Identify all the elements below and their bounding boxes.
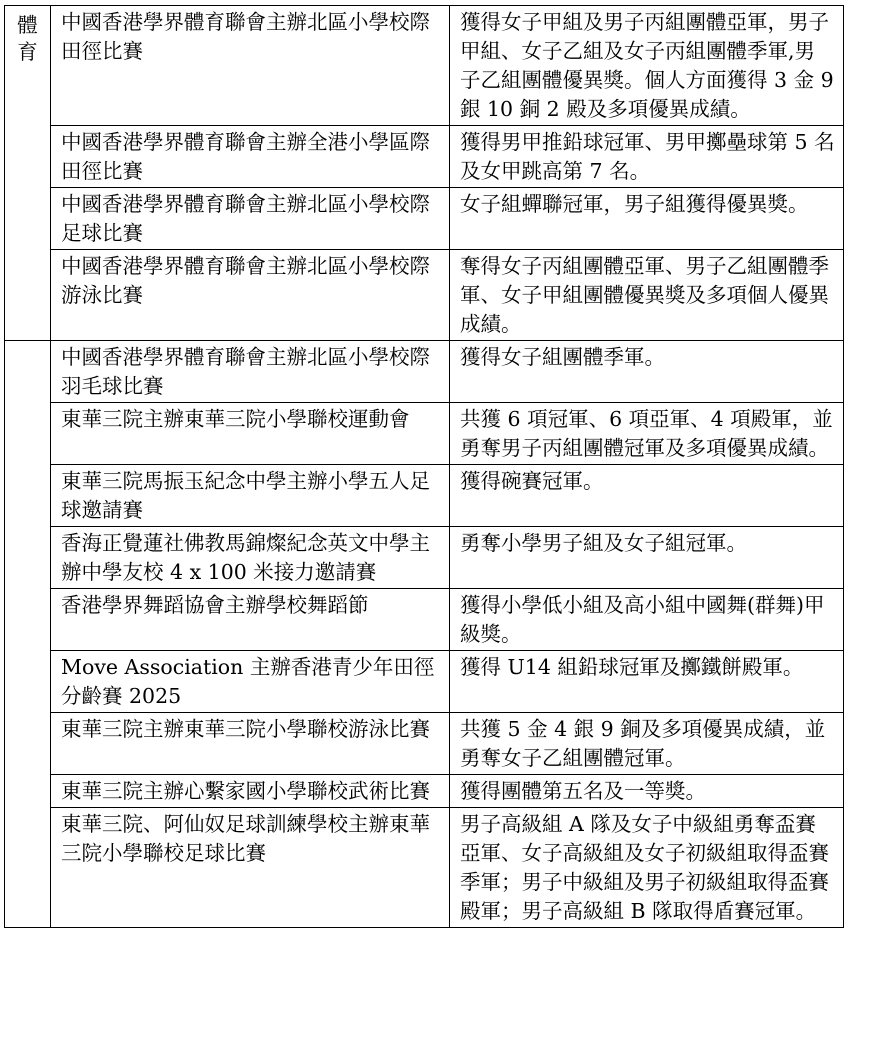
category-char: 育 bbox=[17, 40, 38, 64]
awards-table bbox=[4, 5, 844, 928]
result-cell: 獲得小學低小組及高小組中國舞(群舞)甲級獎。 bbox=[450, 589, 844, 651]
table-row bbox=[5, 341, 844, 403]
document-page bbox=[4, 5, 844, 928]
table-row bbox=[5, 126, 844, 188]
result-cell: 共獲 5 金 4 銀 9 銅及多項優異成績，並勇奪女子乙組團體冠軍。 bbox=[450, 713, 844, 775]
result-cell: 奪得女子丙組團體亞軍、男子乙組團體季軍、女子甲組團體優異獎及多項個人優異成績。 bbox=[450, 250, 844, 341]
table-row bbox=[5, 188, 844, 250]
category-cell-continued bbox=[5, 341, 51, 928]
result-cell: 勇奪小學男子組及女子組冠軍。 bbox=[450, 527, 844, 589]
event-cell: 香港學界舞蹈協會主辦學校舞蹈節 bbox=[51, 589, 450, 651]
event-cell: 東華三院馬振玉紀念中學主辦小學五人足球邀請賽 bbox=[51, 465, 450, 527]
category-cell bbox=[5, 6, 51, 341]
event-cell: 東華三院主辦東華三院小學聯校運動會 bbox=[51, 403, 450, 465]
table-row bbox=[5, 589, 844, 651]
event-cell: 東華三院、阿仙奴足球訓練學校主辦東華三院小學聯校足球比賽 bbox=[51, 808, 450, 928]
result-cell: 獲得碗賽冠軍。 bbox=[450, 465, 844, 527]
event-cell: Move Association 主辦香港青少年田徑分齡賽 2025 bbox=[51, 651, 450, 713]
table-row bbox=[5, 465, 844, 527]
category-char: 體 bbox=[17, 13, 38, 37]
event-cell: 中國香港學界體育聯會主辦北區小學校際田徑比賽 bbox=[51, 6, 450, 126]
table-row bbox=[5, 808, 844, 928]
event-cell: 香海正覺蓮社佛教馬錦燦紀念英文中學主辦中學友校 4 x 100 米接力邀請賽 bbox=[51, 527, 450, 589]
event-cell: 中國香港學界體育聯會主辦北區小學校際游泳比賽 bbox=[51, 250, 450, 341]
result-cell: 獲得男甲推鉛球冠軍、男甲擲壘球第 5 名及女甲跳高第 7 名。 bbox=[450, 126, 844, 188]
result-cell: 獲得女子甲組及男子丙組團體亞軍，男子甲組、女子乙組及女子丙組團體季軍,男子乙組團體優異獎。個人方面獲得 3 金 9 銀 10 銅 2 殿及多項優異成績。 bbox=[450, 6, 844, 126]
event-cell: 中國香港學界體育聯會主辦全港小學區際田徑比賽 bbox=[51, 126, 450, 188]
result-cell: 男子高級組 A 隊及女子中級組勇奪盃賽亞軍、女子高級組及女子初級組取得盃賽季軍；男子中級組及男子初級組取得盃賽殿軍；男子高級組 B 隊取得盾賽冠軍。 bbox=[450, 808, 844, 928]
result-cell: 獲得女子組團體季軍。 bbox=[450, 341, 844, 403]
table-row bbox=[5, 6, 844, 126]
table-row bbox=[5, 713, 844, 775]
table-row bbox=[5, 775, 844, 808]
event-cell: 中國香港學界體育聯會主辦北區小學校際足球比賽 bbox=[51, 188, 450, 250]
table-row bbox=[5, 527, 844, 589]
event-cell: 中國香港學界體育聯會主辦北區小學校際羽毛球比賽 bbox=[51, 341, 450, 403]
result-cell: 獲得團體第五名及一等獎。 bbox=[450, 775, 844, 808]
result-cell: 共獲 6 項冠軍、6 項亞軍、4 項殿軍，並勇奪男子丙組團體冠軍及多項優異成績。 bbox=[450, 403, 844, 465]
result-cell: 獲得 U14 組鉛球冠軍及擲鐵餅殿軍。 bbox=[450, 651, 844, 713]
table-row bbox=[5, 403, 844, 465]
event-cell: 東華三院主辦東華三院小學聯校游泳比賽 bbox=[51, 713, 450, 775]
table-row bbox=[5, 651, 844, 713]
result-cell: 女子組蟬聯冠軍，男子組獲得優異獎。 bbox=[450, 188, 844, 250]
table-row bbox=[5, 250, 844, 341]
event-cell: 東華三院主辦心繫家國小學聯校武術比賽 bbox=[51, 775, 450, 808]
